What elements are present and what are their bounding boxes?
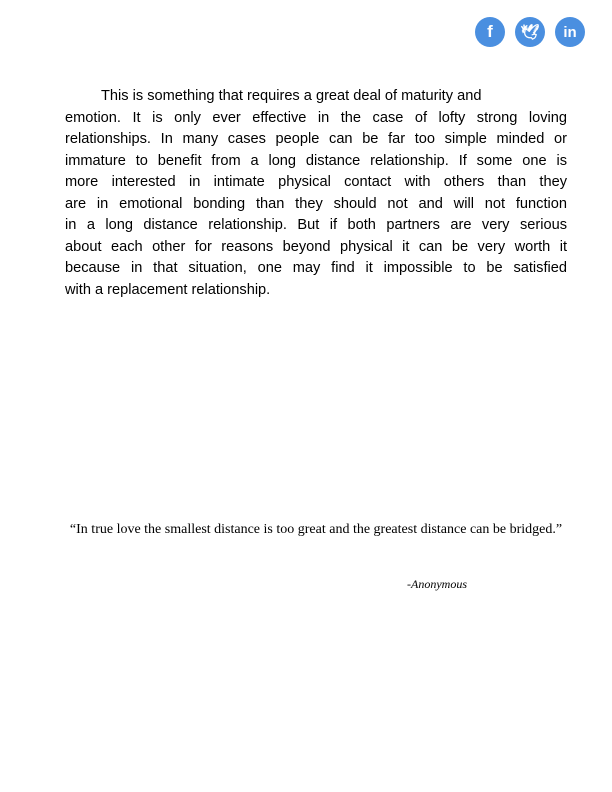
paragraph-line: This is something that requires a great deal of maturity and — [101, 88, 482, 104]
body-paragraph — [65, 86, 567, 301]
paragraph-line: relationships. In many cases people can be far too simple minded or — [65, 131, 567, 147]
paragraph-line: with a replacement relationship. — [65, 281, 271, 298]
quote-text: “In true love the smallest distance is too great and the greatest distance can be bridged.” — [69, 522, 563, 537]
paragraph-line: immature to benefit from a long distance relationship. If some one is — [65, 152, 567, 169]
paragraph-line: because in that situation, one may find it impossible to be satisfied — [65, 260, 567, 276]
paragraph-line: are in emotional bonding than they should not and will not function — [65, 195, 567, 212]
paragraph-line: in a long distance relationship. But if both partners are very serious — [65, 217, 567, 233]
facebook-icon[interactable]: f — [475, 17, 505, 47]
paragraph-line: emotion. It is only ever effective in the case of lofty strong loving — [65, 109, 567, 126]
quote-author: -Anonymous — [407, 577, 467, 591]
paragraph-line: more interested in intimate physical contact with others than they — [65, 174, 567, 190]
linkedin-icon[interactable]: in — [555, 17, 585, 47]
social-links — [475, 17, 585, 47]
twitter-icon[interactable]: 🕊 — [515, 17, 545, 47]
paragraph-line: about each other for reasons beyond physical it can be very worth it — [65, 238, 567, 255]
